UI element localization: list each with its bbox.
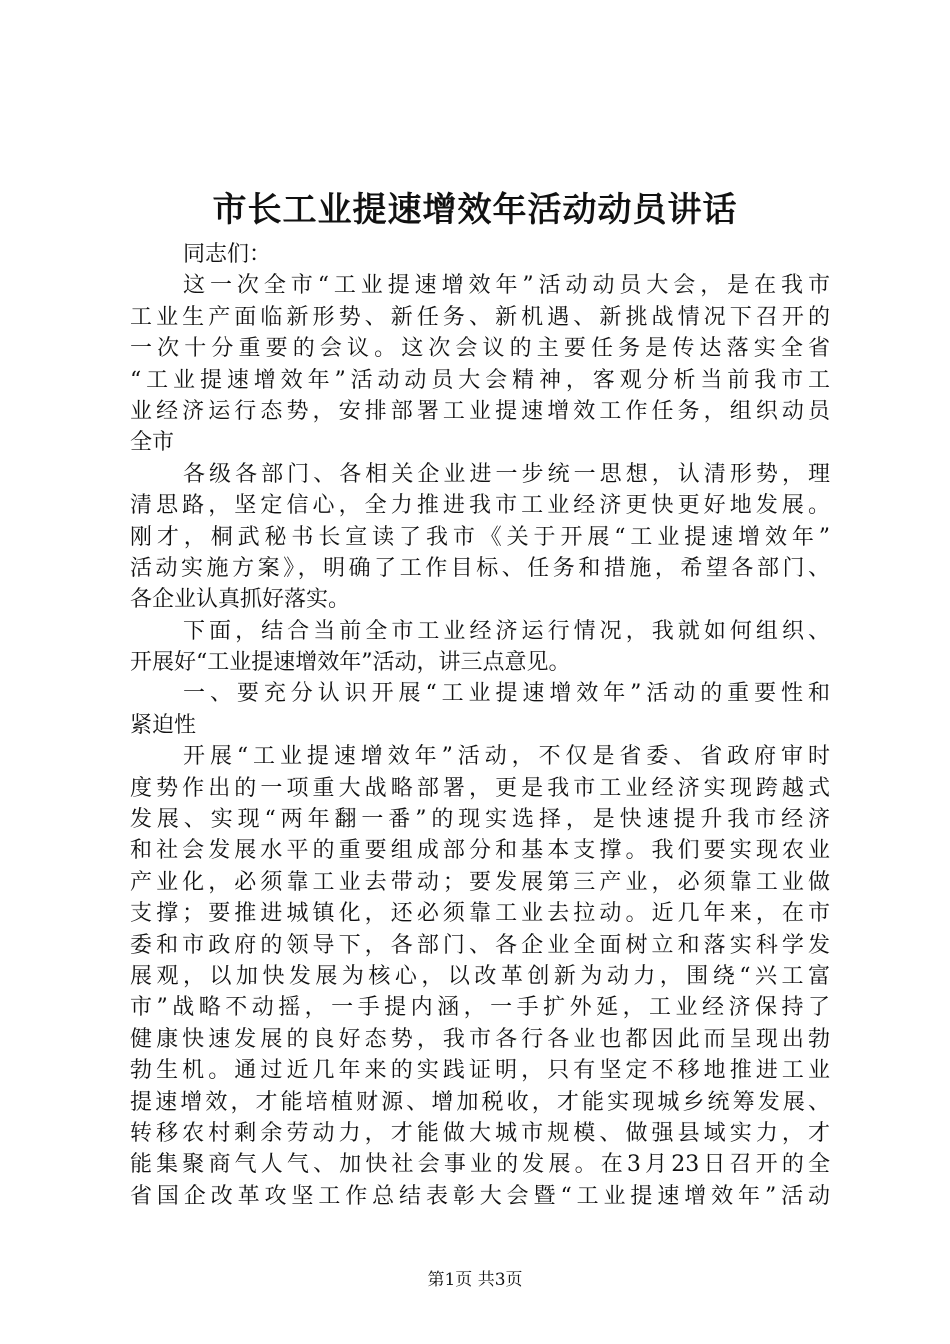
text-line: 市”战略不动摇，一手提内涵，一手扩外延，工业经济保持了 (130, 995, 830, 1021)
text-line: 度势作出的一项重大战略部署，更是我市工业经济实现跨越式 (130, 775, 830, 801)
text-line: 提速增效，才能培植财源、增加税收，才能实现城乡统筹发展、 (130, 1089, 830, 1115)
text-line: 各级各部门、各相关企业进一步统一思想，认清形势，理 (183, 461, 830, 487)
text-line: 各企业认真抓好落实。 (130, 587, 351, 613)
text-line: “工业提速增效年”活动动员大会精神，客观分析当前我市工 (130, 367, 830, 393)
text-line: 和社会发展水平的重要组成部分和基本支撑。我们要实现农业 (130, 838, 830, 864)
text-line: 支撑；要推进城镇化，还必须靠工业去拉动。近几年来，在市 (130, 901, 830, 927)
text-line: 展观，以加快发展为核心，以改革创新为动力，围绕“兴工富 (130, 963, 830, 989)
text-line: 转移农村剩余劳动力，才能做大城市规模、做强县域实力，才 (130, 1120, 830, 1146)
document-title: 市长工业提速增效年活动动员讲话 (212, 190, 738, 230)
section-heading: 一、要充分认识开展“工业提速增效年”活动的重要性和 (183, 681, 830, 707)
page-number: 第1页 共3页 (427, 1270, 523, 1290)
text-line: 省国企改革攻坚工作总结表彰大会暨“工业提速增效年”活动 (130, 1183, 830, 1209)
text-line: 活动实施方案》，明确了工作目标、任务和措施，希望各部门、 (130, 555, 830, 581)
text-line: 开展好“工业提速增效年”活动，讲三点意见。 (130, 650, 571, 676)
text-line: 刚才，桐武秘书长宣读了我市《关于开展“工业提速增效年” (130, 524, 830, 550)
text-line: 发展、实现“两年翻一番”的现实选择，是快速提升我市经济 (130, 807, 830, 833)
text-line: 勃生机。通过近几年来的实践证明，只有坚定不移地推进工业 (130, 1058, 830, 1084)
text-line: 这一次全市“工业提速增效年”活动动员大会，是在我市 (183, 273, 830, 299)
text-line: 全市 (130, 430, 175, 456)
text-line: 一次十分重要的会议。这次会议的主要任务是传达落实全省 (130, 336, 830, 362)
text-line: 能集聚商气人气、加快社会事业的发展。在3月23日召开的全 (130, 1152, 830, 1178)
text-line: 开展“工业提速增效年”活动，不仅是省委、省政府审时 (183, 744, 830, 770)
text-line: 清思路，坚定信心，全力推进我市工业经济更快更好地发展。 (130, 493, 830, 519)
text-line: 同志们： (183, 242, 272, 267)
text-line: 委和市政府的领导下，各部门、各企业全面树立和落实科学发 (130, 932, 830, 958)
text-line: 工业生产面临新形势、新任务、新机遇、新挑战情况下召开的 (130, 304, 830, 330)
text-line: 业经济运行态势，安排部署工业提速增效工作任务，组织动员 (130, 398, 830, 424)
text-line: 健康快速发展的良好态势，我市各行各业也都因此而呈现出勃 (130, 1026, 830, 1052)
section-heading: 紧迫性 (130, 712, 197, 738)
document-body (130, 239, 830, 1212)
text-line: 下面，结合当前全市工业经济运行情况，我就如何组织、 (183, 618, 830, 644)
text-line: 产业化，必须靠工业去带动；要发展第三产业，必须靠工业做 (130, 869, 830, 895)
